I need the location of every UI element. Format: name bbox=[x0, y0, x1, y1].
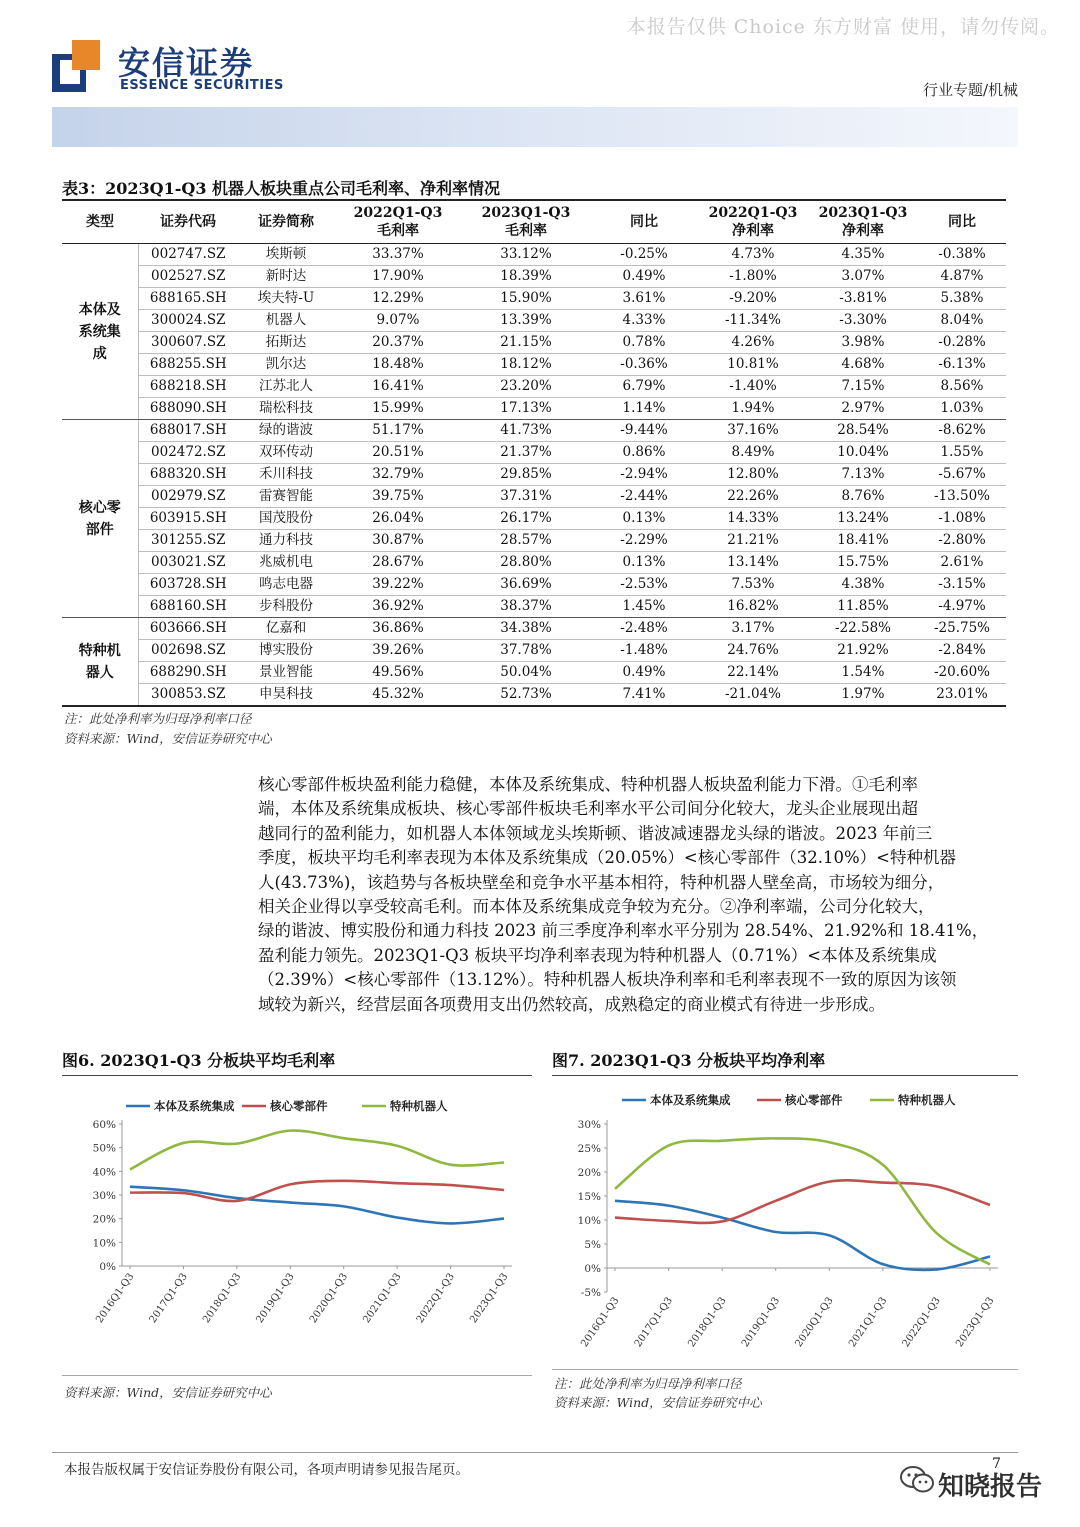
table-row bbox=[62, 266, 1006, 288]
table-cell: 瑞松科技 bbox=[238, 398, 334, 420]
table-cell: 申昊科技 bbox=[238, 684, 334, 707]
table-cell: 3.17% bbox=[698, 618, 808, 640]
legend-label: 特种机器人 bbox=[898, 1093, 956, 1107]
table-cell: 300607.SZ bbox=[138, 332, 238, 354]
fig6-title: 图6. 2023Q1-Q3 分板块平均毛利率 bbox=[62, 1051, 336, 1070]
table-cell: 18.12% bbox=[462, 354, 590, 376]
y-tick-label: 50% bbox=[92, 1142, 116, 1155]
table-cell: 39.26% bbox=[334, 640, 462, 662]
table-cell: 14.33% bbox=[698, 508, 808, 530]
table-row bbox=[62, 420, 1006, 442]
fig7-title: 图7. 2023Q1-Q3 分板块平均净利率 bbox=[552, 1051, 826, 1070]
table-cell: -1.40% bbox=[698, 376, 808, 398]
table-cell: 1.94% bbox=[698, 398, 808, 420]
x-tick-label: 2023Q1-Q3 bbox=[954, 1295, 997, 1350]
x-tick-label: 2017Q1-Q3 bbox=[632, 1295, 676, 1350]
series-line bbox=[615, 1180, 990, 1223]
table-cell: -3.15% bbox=[918, 574, 1006, 596]
table-header: 证券简称 bbox=[238, 200, 334, 244]
table-cell: 8.49% bbox=[698, 442, 808, 464]
watermark: 本报告仅供 Choice 东方财富 使用，请勿传阅。 bbox=[626, 16, 1060, 38]
table-cell: -6.13% bbox=[918, 354, 1006, 376]
x-tick-label: 2016Q1-Q3 bbox=[579, 1295, 622, 1350]
table-row bbox=[62, 288, 1006, 310]
table-cell: 21.37% bbox=[462, 442, 590, 464]
x-tick-label: 2023Q1-Q3 bbox=[468, 1271, 511, 1326]
table-row bbox=[62, 376, 1006, 398]
table-cell: 36.69% bbox=[462, 574, 590, 596]
table-cell: 17.90% bbox=[334, 266, 462, 288]
table-cell: 688255.SH bbox=[138, 354, 238, 376]
x-tick-label: 2017Q1-Q3 bbox=[147, 1271, 190, 1326]
table-cell: 18.48% bbox=[334, 354, 462, 376]
table-cell: -2.48% bbox=[590, 618, 698, 640]
table-cell: 38.37% bbox=[462, 596, 590, 618]
table-header: 同比 bbox=[918, 200, 1006, 244]
x-tick-label: 2022Q1-Q3 bbox=[900, 1295, 943, 1350]
legend-label: 本体及系统集成 bbox=[154, 1099, 235, 1113]
table-cell: 49.56% bbox=[334, 662, 462, 684]
table-cell: -0.25% bbox=[590, 244, 698, 266]
table-cell: -3.81% bbox=[808, 288, 918, 310]
table-header: 2022Q1-Q3 净利率 bbox=[698, 200, 808, 244]
table-cell: 300853.SZ bbox=[138, 684, 238, 707]
y-tick-label: 15% bbox=[577, 1191, 601, 1203]
table-cell: 36.92% bbox=[334, 596, 462, 618]
table-cell: 26.17% bbox=[462, 508, 590, 530]
table-cell: 13.39% bbox=[462, 310, 590, 332]
table-row bbox=[62, 354, 1006, 376]
table-cell: 603915.SH bbox=[138, 508, 238, 530]
table-header: 2023Q1-Q3 毛利率 bbox=[462, 200, 590, 244]
table-cell: 45.32% bbox=[334, 684, 462, 707]
table-cell: -5.67% bbox=[918, 464, 1006, 486]
y-tick-label: 0% bbox=[584, 1263, 601, 1275]
table-cell: 12.29% bbox=[334, 288, 462, 310]
paragraph-line: 域较为新兴，经营层面各项费用支出仍然较高，成熟稳定的商业模式有待进一步形成。 bbox=[258, 994, 885, 1014]
table-source: 资料来源：Wind，安信证券研究中心 bbox=[64, 731, 272, 746]
y-tick-label: 30% bbox=[577, 1119, 601, 1131]
y-tick-label: 0% bbox=[99, 1261, 116, 1273]
series-line bbox=[130, 1131, 504, 1170]
y-tick-label: 60% bbox=[92, 1119, 116, 1131]
table-title: 表3：2023Q1-Q3 机器人板块重点公司毛利率、净利率情况 bbox=[62, 179, 501, 198]
page-number: 7 bbox=[992, 1456, 1001, 1472]
table-cell: 3.07% bbox=[808, 266, 918, 288]
table-cell: 双环传动 bbox=[238, 442, 334, 464]
table-cell: 6.79% bbox=[590, 376, 698, 398]
table-row bbox=[62, 332, 1006, 354]
footer-disclaimer: 本报告版权属于安信证券股份有限公司，各项声明请参见报告尾页。 bbox=[64, 1462, 469, 1478]
table-cell: 0.49% bbox=[590, 266, 698, 288]
fig7-rule bbox=[552, 1075, 1018, 1076]
table-row bbox=[62, 684, 1006, 707]
y-tick-label: 5% bbox=[584, 1239, 601, 1251]
table-cell: 28.54% bbox=[808, 420, 918, 442]
paragraph-line: 越同行的盈利能力，如机器人本体领域龙头埃斯顿、谐波减速器龙头绿的谐波。2023 年前三 bbox=[258, 823, 933, 843]
table-cell: 39.22% bbox=[334, 574, 462, 596]
legend-label: 特种机器人 bbox=[390, 1099, 448, 1113]
table-cell: 4.68% bbox=[808, 354, 918, 376]
x-tick-label: 2018Q1-Q3 bbox=[201, 1271, 244, 1326]
y-tick-label: 10% bbox=[92, 1237, 116, 1250]
table-row bbox=[62, 618, 1006, 640]
table-cell: 景业智能 bbox=[238, 662, 334, 684]
table-cell: 0.13% bbox=[590, 508, 698, 530]
table-row bbox=[62, 574, 1006, 596]
table-cell: 8.56% bbox=[918, 376, 1006, 398]
paragraph-line: 绿的谐波、博实股份和通力科技 2023 前三季度净利率水平分别为 28.54%、21.92%和 18.41%， bbox=[258, 921, 989, 941]
table-cell: 2.97% bbox=[808, 398, 918, 420]
table-cell: 688320.SH bbox=[138, 464, 238, 486]
table-cell: 24.76% bbox=[698, 640, 808, 662]
table-cell: 4.87% bbox=[918, 266, 1006, 288]
table-cell: 26.04% bbox=[334, 508, 462, 530]
table-cell: -2.29% bbox=[590, 530, 698, 552]
table-cell: 29.85% bbox=[462, 464, 590, 486]
table-cell: -1.48% bbox=[590, 640, 698, 662]
table-cell: 23.01% bbox=[918, 684, 1006, 707]
legend-label: 核心零部件 bbox=[785, 1093, 843, 1107]
table-cell: 4.38% bbox=[808, 574, 918, 596]
paragraph-line: 季度，板块平均毛利率表现为本体及系统集成（20.05%）<核心零部件（32.10%）<特种机器 bbox=[258, 848, 956, 868]
table-cell: 28.80% bbox=[462, 552, 590, 574]
table-cell: 003021.SZ bbox=[138, 552, 238, 574]
table-cell: -2.44% bbox=[590, 486, 698, 508]
table-cell: 002747.SZ bbox=[138, 244, 238, 266]
table-cell: 国茂股份 bbox=[238, 508, 334, 530]
table-cell: 51.17% bbox=[334, 420, 462, 442]
table-cell: -13.50% bbox=[918, 486, 1006, 508]
table-cell: 50.04% bbox=[462, 662, 590, 684]
table-cell: 8.76% bbox=[808, 486, 918, 508]
paragraph-line: 端，本体及系统集成板块、核心零部件板块毛利率水平公司间分化较大，龙头企业展现出超 bbox=[258, 799, 918, 819]
table-cell: 002979.SZ bbox=[138, 486, 238, 508]
legend-label: 本体及系统集成 bbox=[650, 1093, 731, 1107]
table-cell: 机器人 bbox=[238, 310, 334, 332]
table-row bbox=[62, 244, 1006, 266]
table-cell: 52.73% bbox=[462, 684, 590, 707]
table-cell: 亿嘉和 bbox=[238, 618, 334, 640]
table-cell: -25.75% bbox=[918, 618, 1006, 640]
table-cell: 301255.SZ bbox=[138, 530, 238, 552]
table-cell: 埃斯顿 bbox=[238, 244, 334, 266]
table-cell: -9.20% bbox=[698, 288, 808, 310]
table-cell: 0.86% bbox=[590, 442, 698, 464]
table-cell: 1.55% bbox=[918, 442, 1006, 464]
fig6-bottom-rule bbox=[62, 1375, 532, 1376]
table-cell: 13.14% bbox=[698, 552, 808, 574]
x-tick-label: 2021Q1-Q3 bbox=[847, 1295, 890, 1350]
table-cell: 21.92% bbox=[808, 640, 918, 662]
table-cell: 11.85% bbox=[808, 596, 918, 618]
x-tick-label: 2022Q1-Q3 bbox=[414, 1271, 458, 1326]
y-tick-label: -5% bbox=[580, 1287, 601, 1299]
fig7-source: 资料来源：Wind，安信证券研究中心 bbox=[554, 1395, 762, 1410]
table-cell: -2.94% bbox=[590, 464, 698, 486]
table-cell: 20.51% bbox=[334, 442, 462, 464]
table-row bbox=[62, 596, 1006, 618]
table-cell: -9.44% bbox=[590, 420, 698, 442]
paragraph-line: 核心零部件板块盈利能力稳健，本体及系统集成、特种机器人板块盈利能力下滑。①毛利率 bbox=[258, 775, 918, 794]
table-cell: 1.54% bbox=[808, 662, 918, 684]
table-cell: 13.24% bbox=[808, 508, 918, 530]
table-cell: -20.60% bbox=[918, 662, 1006, 684]
table-cell: -21.04% bbox=[698, 684, 808, 707]
table-cell: 0.49% bbox=[590, 662, 698, 684]
table-cell: -11.34% bbox=[698, 310, 808, 332]
table-cell: 7.13% bbox=[808, 464, 918, 486]
table-cell: 3.98% bbox=[808, 332, 918, 354]
table-row bbox=[62, 398, 1006, 420]
table-cell: 10.04% bbox=[808, 442, 918, 464]
essence-logo-icon bbox=[52, 40, 100, 92]
table-cell: 雷赛智能 bbox=[238, 486, 334, 508]
table-cell: 603666.SH bbox=[138, 618, 238, 640]
series-line bbox=[615, 1201, 990, 1270]
x-tick-label: 2019Q1-Q3 bbox=[254, 1271, 297, 1326]
table-note: 注：此处净利率为归母净利率口径 bbox=[64, 711, 252, 726]
y-tick-label: 25% bbox=[577, 1143, 601, 1155]
table-cell: 33.12% bbox=[462, 244, 590, 266]
fig6-source: 资料来源：Wind，安信证券研究中心 bbox=[64, 1385, 272, 1400]
table-cell: 16.82% bbox=[698, 596, 808, 618]
table-cell: 7.41% bbox=[590, 684, 698, 707]
table-cell: 39.75% bbox=[334, 486, 462, 508]
fig7-chart bbox=[552, 1080, 1018, 1366]
x-tick-label: 2019Q1-Q3 bbox=[739, 1295, 783, 1350]
table-header: 2023Q1-Q3 净利率 bbox=[808, 200, 918, 244]
table-cell: 41.73% bbox=[462, 420, 590, 442]
table-cell: 21.15% bbox=[462, 332, 590, 354]
series-line bbox=[615, 1138, 990, 1264]
x-tick-label: 2021Q1-Q3 bbox=[361, 1271, 404, 1326]
table-cell: 1.97% bbox=[808, 684, 918, 707]
table-cell: 37.31% bbox=[462, 486, 590, 508]
table-cell: 绿的谐波 bbox=[238, 420, 334, 442]
logo-cn: 安信证券 bbox=[118, 44, 255, 82]
paragraph-line: （2.39%）<核心零部件（13.12%）。特种机器人板块净利率和毛利率表现不一致的原因为该领 bbox=[258, 970, 957, 990]
table-cell: 18.39% bbox=[462, 266, 590, 288]
paragraph-line: 盈利能力领先。2023Q1-Q3 板块平均净利率表现为特种机器人（0.71%）<本体及系统集成 bbox=[258, 945, 937, 965]
table-row bbox=[62, 552, 1006, 574]
table-cell: 688290.SH bbox=[138, 662, 238, 684]
paragraph-line: 相关企业得以享受较高毛利。而本体及系统集成竞争较为充分。②净利率端，公司分化较大， bbox=[258, 897, 935, 917]
table-cell: 002527.SZ bbox=[138, 266, 238, 288]
paragraph-line: 人(43.73%)，该趋势与各板块壁垒和竞争水平基本相符，特种机器人壁垒高，市场较为细分， bbox=[258, 872, 945, 892]
table-cell: 37.16% bbox=[698, 420, 808, 442]
table-row bbox=[62, 508, 1006, 530]
table-cell: 4.73% bbox=[698, 244, 808, 266]
brand-badge: 知晓报告 bbox=[938, 1472, 1043, 1502]
table-cell: 688090.SH bbox=[138, 398, 238, 420]
table-cell: 7.15% bbox=[808, 376, 918, 398]
table-cell: 688165.SH bbox=[138, 288, 238, 310]
table-cell: 9.07% bbox=[334, 310, 462, 332]
table-cell: -3.30% bbox=[808, 310, 918, 332]
table-cell: -2.53% bbox=[590, 574, 698, 596]
table-cell: 博实股份 bbox=[238, 640, 334, 662]
report-category: 行业专题/机械 bbox=[922, 81, 1018, 99]
table-cell: -1.08% bbox=[918, 508, 1006, 530]
logo-en: ESSENCE SECURITIES bbox=[120, 78, 284, 93]
table-cell: 2.61% bbox=[918, 552, 1006, 574]
table-cell: 15.90% bbox=[462, 288, 590, 310]
analysis-paragraph bbox=[258, 773, 1020, 1017]
table-cell: 4.35% bbox=[808, 244, 918, 266]
table-cell: 300024.SZ bbox=[138, 310, 238, 332]
table-cell: 0.78% bbox=[590, 332, 698, 354]
y-tick-label: 20% bbox=[92, 1213, 116, 1226]
x-tick-label: 2020Q1-Q3 bbox=[793, 1295, 836, 1350]
table-row bbox=[62, 530, 1006, 552]
table-cell: 18.41% bbox=[808, 530, 918, 552]
table-cell: 30.87% bbox=[334, 530, 462, 552]
table-row bbox=[62, 640, 1006, 662]
table-cell: 凯尔达 bbox=[238, 354, 334, 376]
table-cell: -2.84% bbox=[918, 640, 1006, 662]
table-group-label: 本体及 系统集 成 bbox=[62, 244, 138, 420]
table-cell: -4.97% bbox=[918, 596, 1006, 618]
table-cell: -8.62% bbox=[918, 420, 1006, 442]
legend-label: 核心零部件 bbox=[270, 1099, 328, 1113]
table-row bbox=[62, 662, 1006, 684]
table-cell: 4.33% bbox=[590, 310, 698, 332]
x-tick-label: 2018Q1-Q3 bbox=[686, 1295, 729, 1350]
table-cell: 1.14% bbox=[590, 398, 698, 420]
table-header: 2022Q1-Q3 毛利率 bbox=[334, 200, 462, 244]
table-cell: -0.38% bbox=[918, 244, 1006, 266]
table-group-label: 核心零 部件 bbox=[62, 420, 138, 618]
table-cell: 688218.SH bbox=[138, 376, 238, 398]
table-cell: -1.80% bbox=[698, 266, 808, 288]
y-tick-label: 40% bbox=[92, 1166, 116, 1179]
table-cell: 688160.SH bbox=[138, 596, 238, 618]
header-banner bbox=[52, 107, 1018, 147]
fig6-rule bbox=[62, 1075, 532, 1076]
table-cell: 33.37% bbox=[334, 244, 462, 266]
x-tick-label: 2016Q1-Q3 bbox=[94, 1271, 137, 1326]
fig7-bottom-rule bbox=[552, 1369, 1018, 1370]
y-tick-label: 30% bbox=[92, 1190, 116, 1202]
table-cell: 江苏北人 bbox=[238, 376, 334, 398]
table-cell: 688017.SH bbox=[138, 420, 238, 442]
table-cell: 1.45% bbox=[590, 596, 698, 618]
table-row bbox=[62, 442, 1006, 464]
table-header: 证券代码 bbox=[138, 200, 238, 244]
table-cell: 禾川科技 bbox=[238, 464, 334, 486]
table-cell: 3.61% bbox=[590, 288, 698, 310]
table-cell: 0.13% bbox=[590, 552, 698, 574]
table-cell: 28.57% bbox=[462, 530, 590, 552]
table-cell: 21.21% bbox=[698, 530, 808, 552]
table-cell: 兆威机电 bbox=[238, 552, 334, 574]
table-cell: 16.41% bbox=[334, 376, 462, 398]
table-cell: 1.03% bbox=[918, 398, 1006, 420]
table-cell: 34.38% bbox=[462, 618, 590, 640]
table-cell: 002698.SZ bbox=[138, 640, 238, 662]
x-tick-label: 2020Q1-Q3 bbox=[307, 1271, 351, 1326]
table-group-label: 特种机 器人 bbox=[62, 618, 138, 707]
table-cell: 新时达 bbox=[238, 266, 334, 288]
table-cell: 10.81% bbox=[698, 354, 808, 376]
table-cell: 15.75% bbox=[808, 552, 918, 574]
table-cell: 23.20% bbox=[462, 376, 590, 398]
table-header: 同比 bbox=[590, 200, 698, 244]
table-header: 类型 bbox=[62, 200, 138, 244]
table-cell: 埃夫特-U bbox=[238, 288, 334, 310]
table-cell: 28.67% bbox=[334, 552, 462, 574]
table-cell: -22.58% bbox=[808, 618, 918, 640]
y-tick-label: 10% bbox=[577, 1215, 601, 1227]
table-cell: 36.86% bbox=[334, 618, 462, 640]
y-tick-label: 20% bbox=[577, 1167, 601, 1179]
table-cell: 12.80% bbox=[698, 464, 808, 486]
table-cell: 4.26% bbox=[698, 332, 808, 354]
table-cell: 32.79% bbox=[334, 464, 462, 486]
table-cell: 17.13% bbox=[462, 398, 590, 420]
table-cell: 鸣志电器 bbox=[238, 574, 334, 596]
table-cell: 5.38% bbox=[918, 288, 1006, 310]
table-cell: 8.04% bbox=[918, 310, 1006, 332]
table-cell: 20.37% bbox=[334, 332, 462, 354]
table-cell: -0.28% bbox=[918, 332, 1006, 354]
table-cell: -0.36% bbox=[590, 354, 698, 376]
table-cell: 603728.SH bbox=[138, 574, 238, 596]
fig7-note: 注：此处净利率为归母净利率口径 bbox=[554, 1376, 742, 1391]
table-cell: 步科股份 bbox=[238, 596, 334, 618]
table-cell: -2.80% bbox=[918, 530, 1006, 552]
table-cell: 7.53% bbox=[698, 574, 808, 596]
wechat-icon bbox=[900, 1466, 934, 1494]
table-cell: 002472.SZ bbox=[138, 442, 238, 464]
table-row bbox=[62, 310, 1006, 332]
table-row bbox=[62, 486, 1006, 508]
margin-table bbox=[62, 199, 1006, 707]
footer-rule bbox=[52, 1452, 1018, 1453]
table-cell: 37.78% bbox=[462, 640, 590, 662]
table-cell: 通力科技 bbox=[238, 530, 334, 552]
table-cell: 拓斯达 bbox=[238, 332, 334, 354]
fig6-chart bbox=[62, 1080, 532, 1370]
table-cell: 22.26% bbox=[698, 486, 808, 508]
table-row bbox=[62, 464, 1006, 486]
table-cell: 22.14% bbox=[698, 662, 808, 684]
table-cell: 15.99% bbox=[334, 398, 462, 420]
